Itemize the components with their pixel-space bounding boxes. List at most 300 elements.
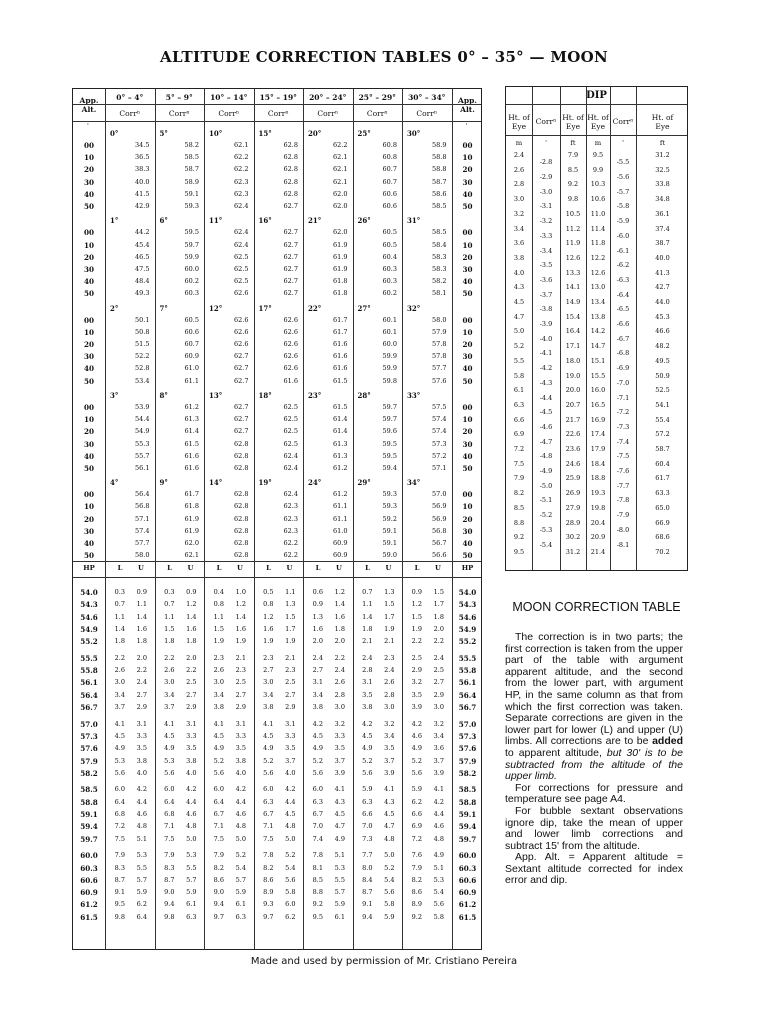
hp-value: 57.6 [80,744,98,754]
app-alt-minute: 30 [83,526,94,536]
correction-value: 62.7 [234,352,249,361]
upper-limb-correction: 4.4 [235,797,246,806]
height-of-eye-metres: 20.4 [590,518,606,527]
hp-value: 57.9 [458,756,477,766]
app-alt-minute: 10 [462,240,473,250]
upper-limb-correction: 0.9 [136,588,147,596]
correction-value: 57.2 [432,451,447,460]
upper-limb-correction: 4.6 [235,810,246,818]
dip-correction: -7.6 [616,467,630,476]
lower-limb-correction: 7.9 [164,851,175,860]
correction-value: 58.2 [432,277,447,286]
lower-limb-correction: 1.9 [411,624,422,633]
lower-limb-correction: 4.2 [362,719,373,728]
app-alt-minute: 50 [462,551,473,561]
height-of-eye-metres: 3.0 [513,195,525,204]
corr-label: Corrⁿ [416,109,438,118]
height-of-eye-feet: 28.9 [565,518,581,527]
height-of-eye-metres: 10.6 [590,195,606,204]
footer-credit: Made and used by permission of Mr. Cristiano Pereira [250,956,518,967]
height-of-eye-feet: 65.0 [655,503,670,512]
correction-value: 62.6 [283,340,298,348]
lower-limb-correction: 5.3 [114,756,125,765]
correction-value: 51.5 [135,340,150,348]
correction-value: 61.2 [333,463,348,472]
app-alt-minute: 30 [83,177,94,187]
hp-value: 60.9 [458,888,477,898]
degree-label: 24° [308,478,322,488]
upper-limb-correction: 3.2 [334,719,345,728]
lower-limb-correction: 8.7 [114,875,125,884]
lower-limb-correction: 9.5 [312,912,323,921]
correction-value: 58.9 [432,141,447,149]
correction-value: 62.3 [234,177,249,186]
upper-limb-correction: 5.8 [384,900,395,909]
app-alt-minute: 50 [83,551,94,561]
column-divider [155,89,156,949]
hp-value: 54.9 [80,624,98,634]
correction-value: 52.2 [135,352,150,361]
corr-label: Corrⁿ [168,109,190,118]
upper-limb-correction: 4.8 [235,822,246,831]
correction-value: 62.0 [333,189,348,198]
correction-value: 57.1 [432,463,447,472]
correction-value: 61.7 [333,327,348,336]
correction-value: 58.5 [184,153,199,162]
correction-value: 62.1 [333,153,348,162]
height-of-eye-metres: 7.2 [513,445,525,453]
correction-value: 62.7 [234,364,249,373]
correction-value: 62.3 [283,526,298,535]
degree-label: 21° [308,216,322,226]
dip-correction: -6.5 [616,305,630,314]
correction-value: 61.4 [333,415,348,424]
correction-value: 50.8 [135,327,150,336]
height-of-eye-metres: 11.4 [590,224,606,233]
height-of-eye-feet: 66.9 [655,518,670,527]
correction-value: 62.7 [283,289,298,298]
correction-value: 57.8 [432,340,447,348]
correction-value: 61.6 [333,352,348,361]
correction-value: 54.9 [135,427,150,436]
hp-value: 57.3 [80,731,98,741]
upper-limb-correction: 3.3 [235,731,246,740]
upper-limb-correction: 1.2 [235,600,246,609]
dip-correction: -2.8 [539,158,553,167]
correction-value: 58.3 [432,252,447,261]
lower-limb-correction: 1.8 [114,637,125,646]
height-of-eye-feet: 37.4 [655,224,670,233]
dip-correction: -4.3 [539,378,553,387]
upper-limb-correction: 4.9 [334,834,345,843]
correction-value: 59.1 [184,189,199,198]
upper-limb-correction: 5.7 [136,875,147,884]
degree-label: 29° [357,478,371,488]
height-of-eye-metres: 5.2 [513,342,525,351]
moon-correction-text [505,632,683,887]
app-alt-minute: 10 [83,153,94,163]
height-of-eye-feet: 23.6 [565,445,581,453]
upper-limb-correction: 4.8 [186,822,197,831]
lower-limb-correction: 7.2 [411,834,422,843]
correction-value: 62.7 [234,415,249,424]
upper-limb-correction: 1.3 [285,600,296,609]
lower-limb-correction: 4.5 [114,731,125,740]
dip-correction: -3.1 [539,202,553,211]
app-alt-minute: 40 [83,451,94,461]
dip-column-header: Corrⁿ [612,117,634,126]
correction-value: 56.9 [432,502,447,511]
correction-value: 61.0 [333,526,348,535]
correction-value: 52.8 [135,364,150,373]
app-alt-minute: 30 [462,526,473,536]
dip-correction: -6.3 [616,275,630,284]
upper-limb-correction: 5.3 [136,851,147,860]
lower-limb-correction: 6.3 [263,797,274,806]
app-alt-minute: 10 [462,502,473,512]
upper-limb-correction: 2.4 [433,653,444,662]
upper-limb-correction: 4.7 [384,822,395,831]
height-of-eye-feet: 12.6 [565,253,581,262]
column-divider [402,89,403,949]
dip-divider [506,104,687,105]
height-of-eye-feet: 30.2 [565,533,581,542]
moon-correction-paragraph: App. Alt. = Apparent altitude = Sextant altitude corrected for index error and dip. [505,851,683,887]
lower-limb-correction: 6.7 [263,810,274,818]
hp-value: 56.7 [458,703,477,712]
column-range-header: 15° – 19° [259,93,297,102]
lower-limb-correction: 9.8 [164,912,175,921]
upper-limb-correction: 1.8 [433,612,444,621]
moon-correction-paragraph: For bubble sextant observations ignore dip, take the mean of upper and lower limb corrections and subtract 15' from the altitude. [505,804,683,852]
height-of-eye-feet: 36.1 [655,209,670,218]
upper-limb-correction: 5.1 [433,863,444,872]
upper-limb-correction: 2.6 [334,678,345,687]
lower-limb-correction: 8.8 [312,888,323,897]
app-alt-minute: 40 [83,539,94,548]
upper-limb-correction: 4.2 [285,785,296,794]
upper-limb-correction: 5.8 [433,912,444,921]
lower-limb-correction: 9.0 [213,888,224,897]
upper-limb-correction: 3.8 [136,756,147,765]
height-of-eye-feet: 9.8 [567,195,579,204]
upper-limb-correction: 2.7 [433,678,444,687]
lower-limb-correction: 2.6 [164,666,175,675]
correction-value: 62.5 [234,277,249,286]
dip-correction: -7.3 [616,422,630,431]
correction-value: 62.6 [283,364,298,373]
upper-limb-correction: 4.5 [334,810,345,818]
column-range-header: 5° – 9° [165,93,193,102]
correction-value: 55.3 [135,439,150,448]
correction-value: 61.1 [184,376,199,385]
hp-value: 57.0 [458,719,477,729]
app-alt-minute: 20 [83,514,94,524]
upper-limb-correction: 2.9 [235,703,246,711]
dip-column-header: Eye [655,122,670,131]
lower-limb-correction: 1.6 [312,624,323,633]
dip-column-header: Ht. of [587,113,609,122]
upper-limb-correction: 3.4 [433,731,444,740]
upper-limb-correction: 1.4 [334,600,345,609]
lower-limb-correction: 4.9 [411,744,422,753]
lower-limb-correction: 0.9 [312,600,323,609]
degree-label: 27° [357,303,371,313]
height-of-eye-feet: 70.2 [655,547,670,556]
height-of-eye-metres: 5.0 [513,327,525,336]
correction-value: 56.1 [135,463,150,472]
correction-value: 61.1 [333,514,348,523]
upper-limb-correction: 5.6 [285,875,296,884]
lower-limb-correction: 6.0 [312,785,323,794]
app-alt-minute: 50 [462,376,473,386]
dip-correction: -8.1 [616,540,630,549]
height-of-eye-metres: 11.8 [590,239,606,248]
dip-correction: -6.9 [616,364,630,373]
upper-limb-correction: 4.4 [433,810,444,818]
app-alt-minute: 20 [83,340,94,349]
app-alt-header: App. [458,96,477,105]
app-alt-minute: 20 [83,252,94,262]
lower-limb-correction: 1.5 [411,612,422,621]
height-of-eye-feet: 18.0 [565,356,581,365]
upper-limb-correction: 3.3 [285,731,296,740]
lower-limb-correction: 9.0 [164,888,175,897]
correction-value: 62.4 [234,202,249,210]
lower-limb-correction: 0.8 [213,600,224,609]
upper-limb-correction: 6.0 [285,900,296,909]
lower-limb-correction: 3.4 [164,690,175,699]
header-divider [73,121,481,122]
lower-limb-correction: 7.4 [312,834,323,843]
height-of-eye-metres: 15.5 [590,371,606,380]
height-of-eye-feet: 48.2 [655,342,670,351]
correction-value: 54.4 [135,415,150,424]
lower-limb-correction: 2.6 [213,666,224,675]
lower-limb-correction: 0.4 [213,588,224,596]
dip-column-header: Ht. of [508,113,530,122]
lower-limb-correction: 7.1 [213,822,224,831]
upper-limb-correction: 2.0 [334,637,345,646]
height-of-eye-feet: 31.2 [565,547,581,556]
lower-limb-correction: 4.1 [164,719,175,728]
upper-limb-correction: 2.4 [384,666,395,675]
lower-limb-correction: 1.5 [164,624,175,633]
dip-correction: -5.8 [616,202,630,211]
column-range-header: 30° – 34° [408,93,446,102]
correction-value: 62.1 [333,177,348,186]
correction-value: 34.5 [135,141,150,149]
hp-value: 55.5 [458,653,477,663]
corr-label: Corrⁿ [317,109,339,118]
height-of-eye-feet: 27.9 [565,503,581,512]
upper-limb-correction: 5.1 [334,851,345,860]
upper-limb-correction: 2.5 [235,678,246,687]
minute-marker: ' [87,122,89,130]
column-divider [254,89,255,949]
height-of-eye-feet: 49.5 [655,356,670,365]
upper-limb-correction: 4.5 [384,810,395,818]
height-of-eye-metres: 16.9 [590,415,606,424]
upper-limb-correction: 3.7 [384,756,395,765]
correction-value: 59.2 [382,514,397,523]
lower-limb-correction: 4.9 [312,744,323,753]
correction-value: 62.8 [234,451,249,460]
hp-value: 60.3 [80,863,98,873]
lower-limb-correction: 3.7 [114,703,125,711]
app-alt-minute: 20 [462,252,473,262]
lower-limb-correction: 0.8 [263,600,274,609]
hp-label: HP [461,564,474,572]
correction-value: 58.5 [432,228,447,237]
correction-value: 62.7 [283,228,298,237]
upper-limb-correction: 3.7 [433,756,444,765]
correction-value: 57.7 [432,364,447,373]
correction-value: 58.4 [432,240,447,249]
height-of-eye-feet: 14.1 [565,283,581,292]
height-of-eye-feet: 52.5 [655,386,670,395]
hp-value: 55.8 [458,666,477,676]
height-of-eye-metres: 16.0 [590,386,606,395]
moon-correction-paragraph: For corrections for pressure and temperature see page A4. [505,781,683,806]
lower-limb-correction: 7.9 [213,851,224,860]
limb-label: U [435,564,441,572]
lower-limb-correction: 6.7 [213,810,224,818]
correction-value: 61.5 [333,402,348,411]
lower-limb-correction: 2.3 [263,653,274,662]
correction-value: 62.3 [283,502,298,511]
lower-limb-correction: 8.6 [213,875,224,884]
degree-label: 31° [407,216,421,226]
correction-value: 62.8 [234,502,249,511]
degree-label: 1° [110,216,119,226]
upper-limb-correction: 4.8 [384,834,395,843]
correction-value: 58.7 [432,177,447,186]
lower-limb-correction: 0.5 [263,588,274,596]
upper-limb-correction: 5.9 [235,888,246,897]
dip-correction: -5.9 [616,217,630,226]
upper-limb-correction: 2.2 [334,653,345,662]
upper-limb-correction: 3.2 [433,719,444,728]
correction-value: 56.7 [432,539,447,547]
height-of-eye-metres: 19.8 [590,503,606,512]
correction-value: 60.9 [333,539,348,547]
moon-altitude-correction-table [72,88,482,950]
lower-limb-correction: 5.2 [411,756,422,765]
lower-limb-correction: 7.6 [411,851,422,860]
lower-limb-correction: 3.5 [362,690,373,699]
height-of-eye-feet: 13.3 [565,268,581,277]
hp-value: 54.6 [458,612,477,622]
height-of-eye-metres: 8.8 [513,518,525,527]
lower-limb-correction: 2.0 [312,637,323,646]
lower-limb-correction: 4.1 [263,719,274,728]
dip-correction: -7.7 [616,481,630,490]
correction-value: 61.9 [333,240,348,249]
app-alt-minute: 50 [83,463,94,473]
hp-value: 61.2 [80,900,98,910]
lower-limb-correction: 3.0 [213,678,224,687]
lower-limb-correction: 9.2 [312,900,323,909]
correction-value: 59.4 [382,463,397,472]
lower-limb-correction: 6.7 [312,810,323,818]
lower-limb-correction: 1.9 [263,637,274,646]
correction-value: 60.6 [382,202,397,210]
hp-value: 56.7 [80,703,98,712]
moon-correction-title: MOON CORRECTION TABLE [512,600,681,614]
height-of-eye-metres: 17.9 [590,445,606,453]
degree-label: 22° [308,303,322,313]
correction-value: 62.8 [234,490,249,499]
dip-correction: -6.8 [616,349,630,358]
app-alt-minute: 50 [83,289,94,299]
correction-value: 60.2 [184,277,199,286]
height-of-eye-feet: 7.9 [567,151,579,159]
height-of-eye-metres: 12.2 [590,253,606,262]
hp-divider [73,561,481,562]
column-divider [303,89,304,949]
hp-value: 57.3 [458,731,477,741]
lower-limb-correction: 1.3 [312,612,323,621]
app-alt-minute: 10 [462,327,473,337]
upper-limb-correction: 5.7 [334,888,345,897]
height-of-eye-metres: 9.2 [513,533,525,542]
upper-limb-correction: 2.8 [334,690,345,699]
correction-value: 62.8 [283,165,298,174]
height-of-eye-feet: 38.7 [655,239,670,248]
lower-limb-correction: 0.7 [164,600,175,609]
lower-limb-correction: 6.8 [114,810,125,818]
app-alt-minute: 00 [462,228,473,238]
correction-value: 56.9 [432,514,447,523]
app-alt-minute: 20 [462,165,473,175]
correction-value: 59.3 [382,490,397,499]
correction-value: 60.6 [382,189,397,198]
upper-limb-correction: 4.2 [235,785,246,794]
correction-value: 57.0 [432,490,447,499]
correction-value: 57.4 [432,427,447,436]
upper-limb-correction: 3.5 [285,744,296,753]
app-alt-minute: 40 [462,451,473,461]
lower-limb-correction: 8.2 [263,863,274,872]
corr-label: Corrⁿ [366,109,388,118]
correction-value: 61.6 [333,364,348,373]
upper-limb-correction: 1.5 [433,588,444,596]
upper-limb-correction: 3.1 [285,719,296,728]
lower-limb-correction: 8.5 [312,875,323,884]
dip-correction: -4.4 [539,393,553,402]
correction-value: 59.9 [382,364,397,373]
hp-value: 55.2 [80,637,98,647]
dip-correction: -4.2 [539,364,553,373]
app-alt-minute: 50 [83,376,94,386]
upper-limb-correction: 3.1 [186,719,197,728]
upper-limb-correction: 5.9 [186,888,197,897]
correction-value: 59.7 [382,402,397,411]
upper-limb-correction: 1.6 [235,624,246,633]
correction-value: 46.5 [135,252,150,261]
height-of-eye-feet: 55.4 [655,415,670,424]
app-alt-header: App. [79,96,99,105]
dip-unit: ' [622,139,624,147]
lower-limb-correction: 9.1 [114,888,125,897]
upper-limb-correction: 1.0 [235,588,246,596]
lower-limb-correction: 3.8 [362,703,373,711]
correction-value: 59.6 [382,427,397,436]
lower-limb-correction: 2.5 [411,653,422,662]
lower-limb-correction: 5.6 [411,768,422,777]
app-alt-minute: 40 [83,277,94,287]
